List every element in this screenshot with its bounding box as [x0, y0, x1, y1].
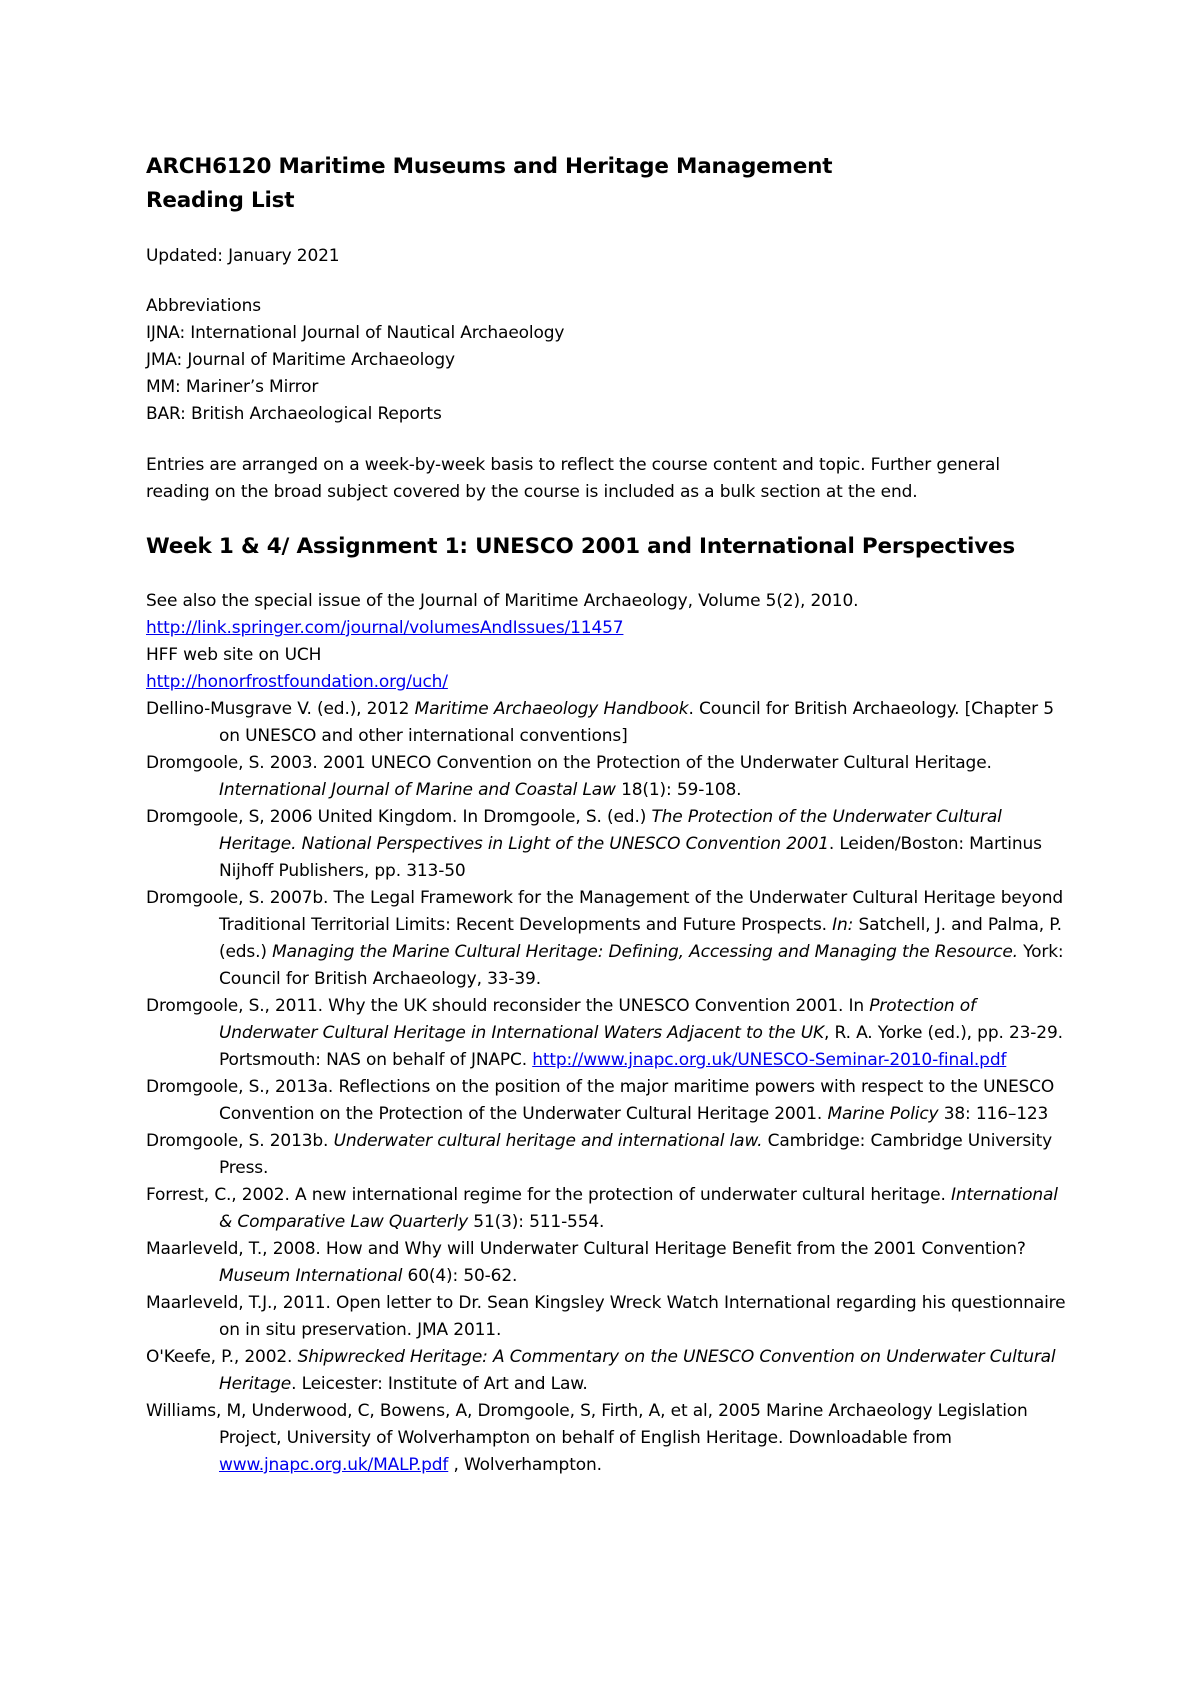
reference-text: Dromgoole, S. 2013b. [146, 1131, 334, 1151]
reference-italic-text: In: [832, 915, 854, 935]
updated-date: Updated: January 2021 [146, 246, 340, 266]
abbreviations-heading: Abbreviations [146, 296, 261, 316]
reference-entry [146, 1074, 1066, 1128]
reference-text: Maarleveld, T., 2008. How and Why will Underwater Cultural Heritage Benefit from the 2001 Convention? [146, 1239, 1026, 1259]
reference-text: 38: 116–123 [938, 1104, 1049, 1124]
reference-text: O'Keefe, P., 2002. [146, 1347, 298, 1367]
reference-entry [146, 1344, 1066, 1398]
document-title: ARCH6120 Maritime Museums and Heritage Management [146, 154, 833, 179]
reference-text: Dromgoole, S, 2006 United Kingdom. In Dromgoole, S. (ed.) [146, 807, 652, 827]
reference-italic-text: Marine Policy [827, 1104, 939, 1124]
abbreviation-item: IJNA: International Journal of Nautical Archaeology [146, 323, 565, 343]
reference-text: . Leicester: Institute of Art and Law. [291, 1374, 588, 1394]
reference-link[interactable]: www.jnapc.org.uk/MALP.pdf [219, 1455, 449, 1475]
reference-text: . Council for British Archaeology. [Chapter 5 on UNESCO and other international conventions] [219, 699, 1054, 746]
reference-italic-text: The Protection of the Underwater Cultural Heritage. National Perspectives in Light of the UNESCO Convention 2001 [219, 807, 1002, 854]
see-also-text: See also the special issue of the Journal of Maritime Archaeology, Volume 5(2), 2010. [146, 591, 859, 611]
reference-text: Satchell, J. and Palma, P. (eds.) [219, 915, 1062, 962]
intro-paragraph: Entries are arranged on a week-by-week basis to reflect the course content and topic. Further general reading on the broad subject covered by the course is included as a bulk section at the end. [146, 455, 1000, 502]
reference-text: Dellino-Musgrave V. (ed.), 2012 [146, 699, 415, 719]
reference-link[interactable]: http://www.jnapc.org.uk/UNESCO-Seminar-2010-final.pdf [532, 1050, 1007, 1070]
reference-entry [146, 1182, 1066, 1236]
reference-text: 51(3): 511-554. [468, 1212, 605, 1232]
abbreviation-item: JMA: Journal of Maritime Archaeology [146, 350, 455, 370]
abbreviation-item: BAR: British Archaeological Reports [146, 404, 442, 424]
reference-entry [146, 1128, 1066, 1182]
reference-text: Dromgoole, S., 2013a. Reflections on the position of the major maritime powers with respect to the UNESCO Convention on the Protection of the Underwater Cultural Heritage 2001. [146, 1077, 1055, 1124]
reference-text: , R. A. Yorke (ed.), pp. 23-29. Portsmouth: NAS on behalf of JNAPC. [219, 1023, 1063, 1070]
reference-text: Dromgoole, S. 2003. 2001 UNECO Convention on the Protection of the Underwater Cultural Heritage. [146, 753, 992, 773]
reference-italic-text: Shipwrecked Heritage: A Commentary on the UNESCO Convention on Underwater Cultural Heritage [219, 1347, 1056, 1394]
document-page [146, 150, 1066, 1479]
reference-entry [146, 993, 1066, 1074]
abbreviation-item: MM: Mariner’s Mirror [146, 377, 319, 397]
reference-italic-text: Underwater cultural heritage and international law. [333, 1131, 763, 1151]
hff-link[interactable]: http://honorfrostfoundation.org/uch/ [146, 672, 448, 692]
reference-entry [146, 696, 1066, 750]
reference-italic-text: International Journal of Marine and Coastal Law [219, 780, 616, 800]
reference-italic-text: Museum International [219, 1266, 403, 1286]
springer-link[interactable]: http://link.springer.com/journal/volumesAndIssues/11457 [146, 618, 624, 638]
reference-text: Dromgoole, S. 2007b. The Legal Framework for the Management of the Underwater Cultural Heritage beyond Traditional Territorial Limits: Recent Developments and Future Prospects. [146, 888, 1064, 935]
reference-entry [146, 804, 1066, 885]
reference-entry [146, 885, 1066, 993]
reference-entry [146, 1398, 1066, 1479]
reference-italic-text: Protection of Underwater Cultural Heritage in International Waters Adjacent to the UK [219, 996, 976, 1043]
document-subtitle: Reading List [146, 188, 295, 213]
reference-text: 18(1): 59-108. [615, 780, 742, 800]
reference-text: Cambridge: Cambridge University Press. [219, 1131, 1053, 1178]
reference-text: Dromgoole, S., 2011. Why the UK should reconsider the UNESCO Convention 2001. In [146, 996, 870, 1016]
reference-text: York: Council for British Archaeology, 33-39. [219, 942, 1064, 989]
reference-entry [146, 1236, 1066, 1290]
reference-text: Forrest, C., 2002. A new international regime for the protection of underwater cultural heritage. [146, 1185, 951, 1205]
reference-italic-text: Maritime Archaeology Handbook [414, 699, 689, 719]
reference-entry [146, 750, 1066, 804]
reference-italic-text: International & Comparative Law Quarterly [219, 1185, 1058, 1232]
reference-text: 60(4): 50-62. [402, 1266, 518, 1286]
reference-italic-text: Managing the Marine Cultural Heritage: Defining, Accessing and Managing the Resource. [272, 942, 1018, 962]
reference-text: , Wolverhampton. [448, 1455, 602, 1475]
section-heading: Week 1 & 4/ Assignment 1: UNESCO 2001 and International Perspectives [146, 534, 1016, 559]
reference-text: . Leiden/Boston: Martinus Nijhoff Publishers, pp. 313-50 [219, 834, 1042, 881]
hff-text: HFF web site on UCH [146, 645, 322, 665]
reference-entry [146, 1290, 1066, 1344]
reference-text: Williams, M, Underwood, C, Bowens, A, Dromgoole, S, Firth, A, et al, 2005 Marine Archaeology Legislation Project, University of Wolverhampton on behalf of English Heritage. Downloadable from [146, 1401, 1028, 1448]
reference-text: Maarleveld, T.J., 2011. Open letter to Dr. Sean Kingsley Wreck Watch International regarding his questionnaire on in situ preservation. JMA 2011. [146, 1293, 1066, 1340]
reference-list [146, 696, 1066, 1479]
